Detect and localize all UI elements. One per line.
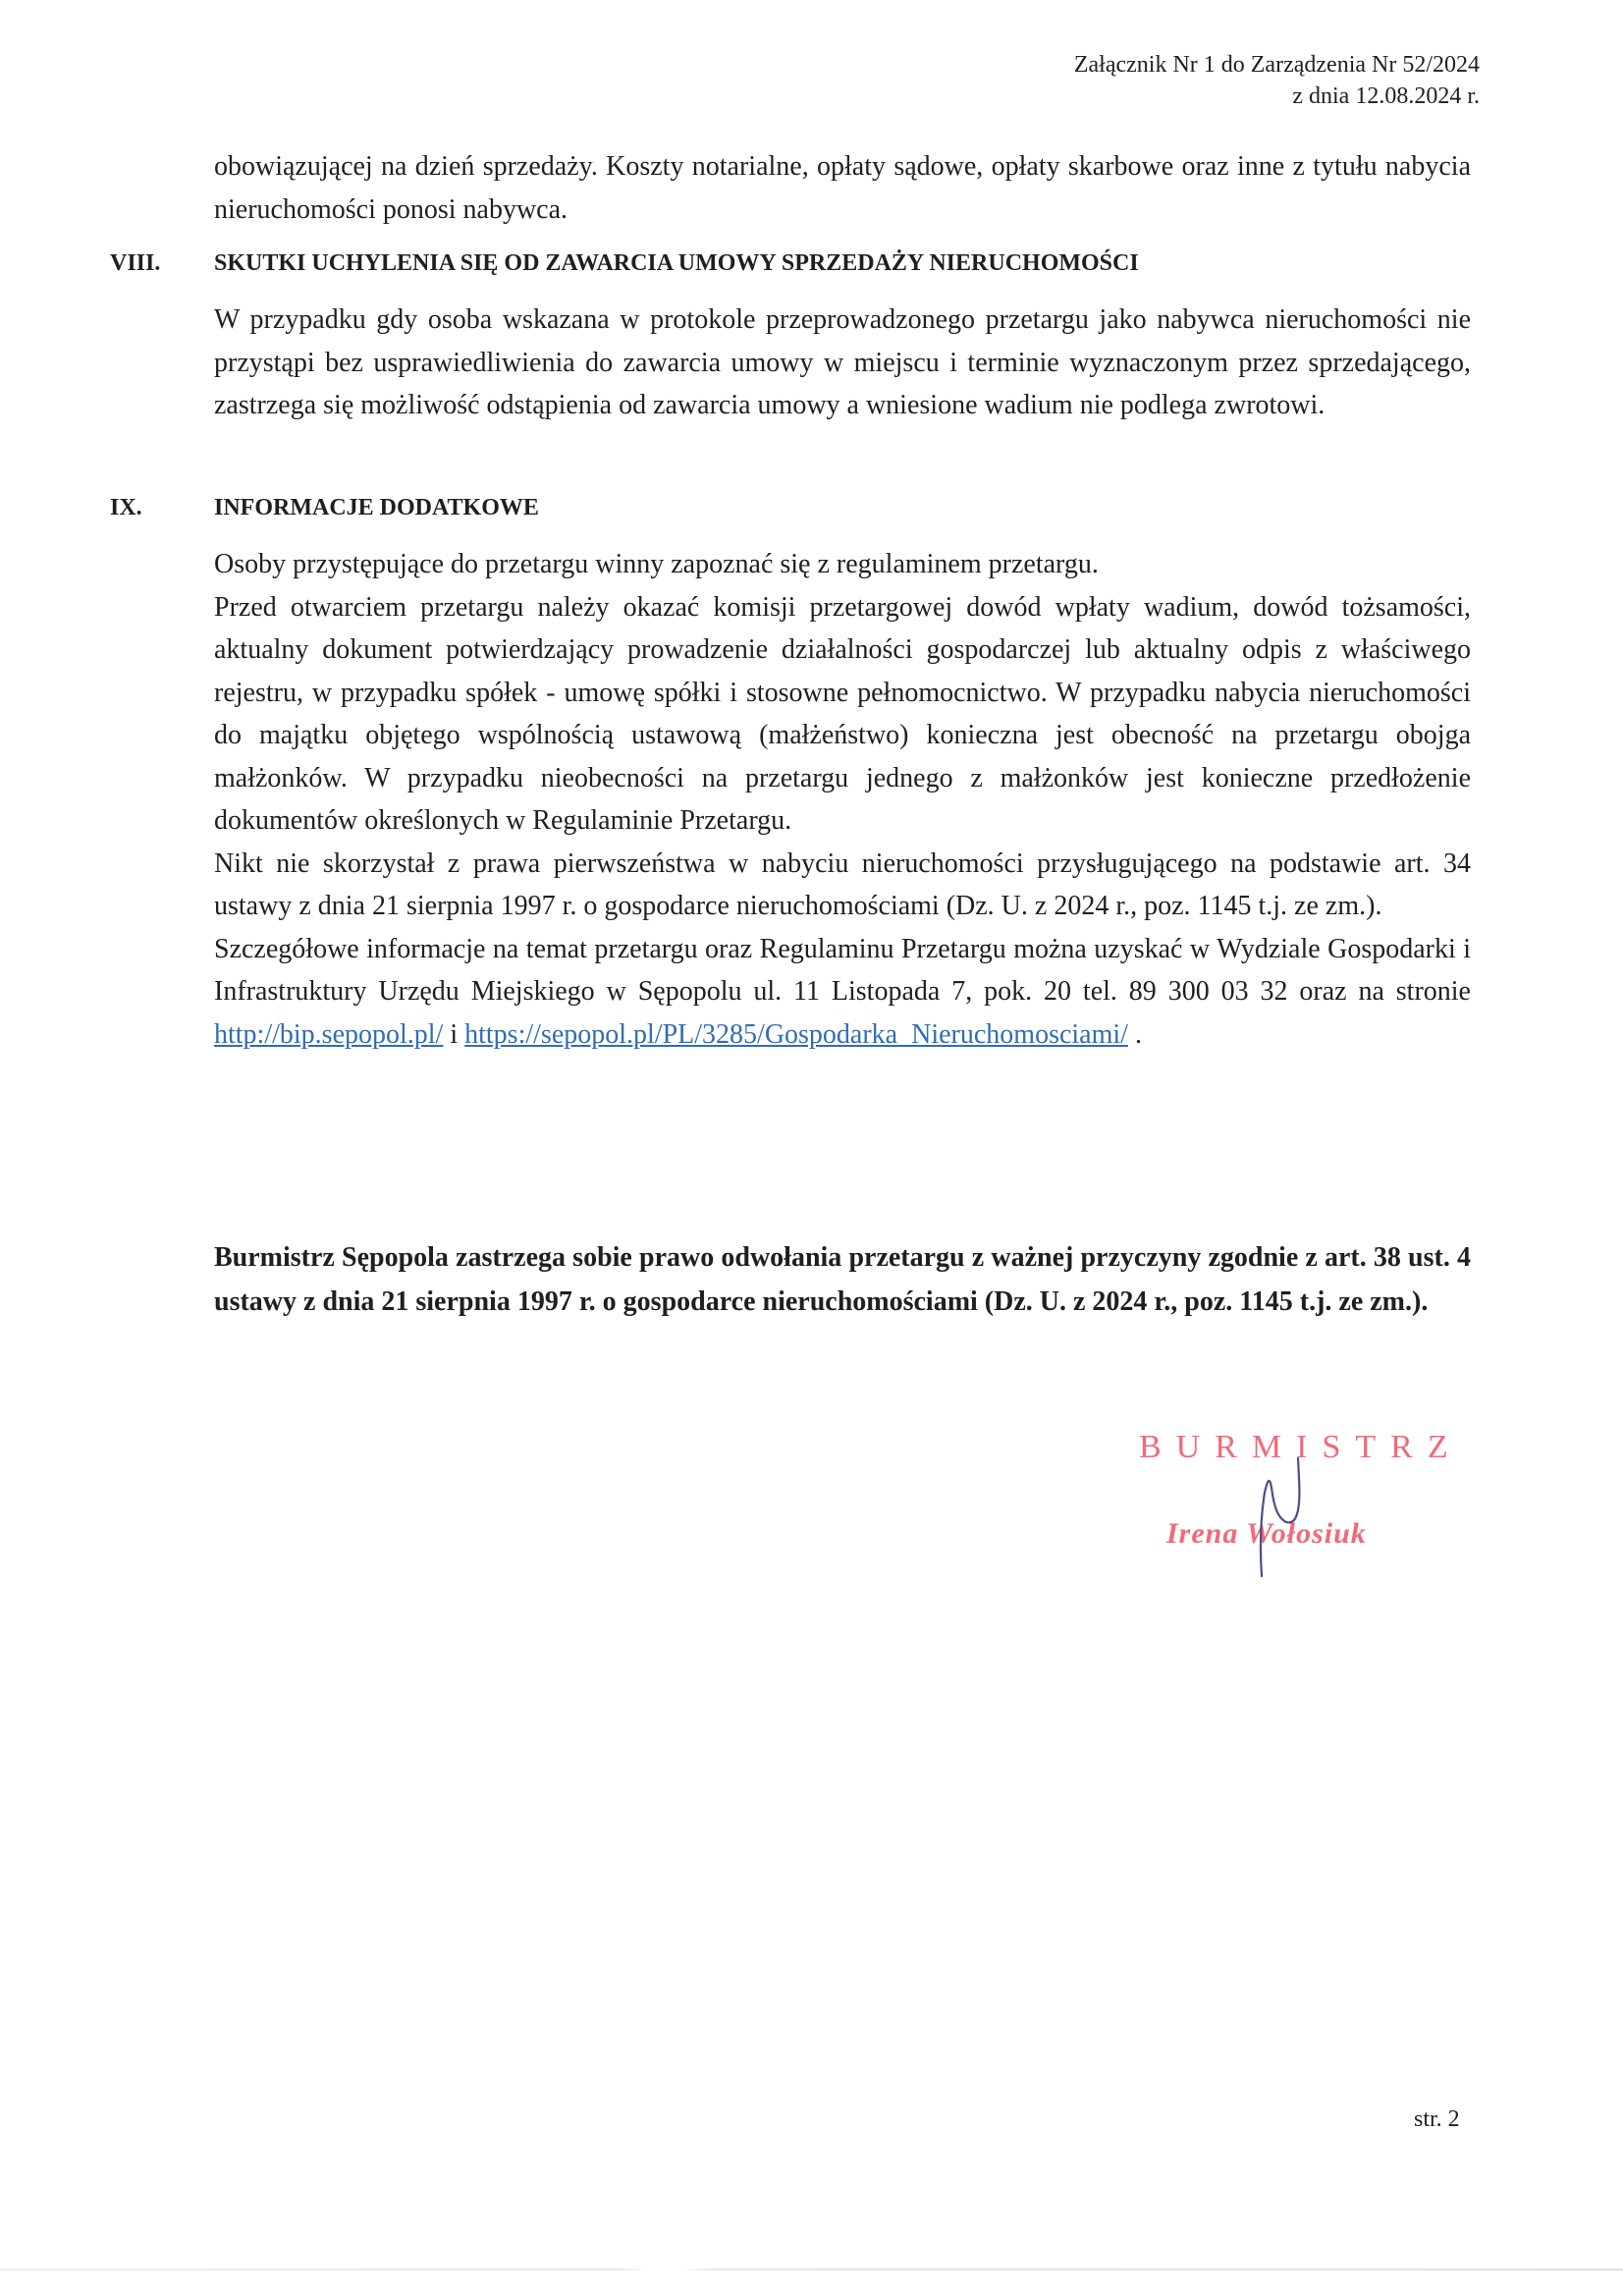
property-management-link[interactable]: https://sepopol.pl/PL/3285/Gospodarka_Nieruchomosciami/ xyxy=(464,1018,1128,1050)
continuation-text: obowiązującej na dzień sprzedaży. Koszty notarialne, opłaty sądowe, opłaty skarbowe oraz inne z tytułu nabycia nieruchomości ponosi nabywca. xyxy=(214,151,1471,225)
section-title: INFORMACJE DODATKOWE xyxy=(214,495,539,520)
section-number: IX. xyxy=(110,495,142,520)
section-title: SKUTKI UCHYLENIA SIĘ OD ZAWARCIA UMOWY SPRZEDAŻY NIERUCHOMOŚCI xyxy=(214,250,1139,276)
stamp-title: BURMISTRZ xyxy=(1139,1429,1463,1465)
section-heading-ix xyxy=(110,493,1475,522)
contact-text: Szczegółowe informacje na temat przetargu oraz Regulaminu Przetargu można uzyskać w Wydziale Gospodarki i Infrastruktury Urzędu Miejskiego w Sępopolu ul. 11 Listopada 7, pok. 20 tel. 89 300 03 32 oraz na stronie xyxy=(214,933,1471,1007)
closing-statement xyxy=(214,1235,1471,1324)
connector-text: i xyxy=(450,1018,459,1050)
attachment-date: z dnia 12.08.2024 r. xyxy=(1292,83,1480,109)
continuation-paragraph xyxy=(214,145,1471,231)
page-number: str. 2 xyxy=(1414,2106,1460,2132)
closing-statement-text: Burmistrz Sępopola zastrzega sobie prawo odwołania przetargu z ważnej przyczyny zgodnie z art. 38 ust. 4 ustawy z dnia 21 sierpnia 1997 r. o gospodarce nieruchomościami (Dz. U. z 2024 r., poz. 1145 t.j. ze zm.). xyxy=(214,1242,1471,1317)
trailing-period: . xyxy=(1134,1018,1142,1050)
handwritten-signature-icon xyxy=(1139,1429,1473,1596)
attachment-reference: Załącznik Nr 1 do Zarządzenia Nr 52/2024 xyxy=(1073,52,1480,78)
paragraph: W przypadku gdy osoba wskazana w protokole przeprowadzonego przetargu jako nabywca nieruchomości nie przystąpi bez usprawiedliwienia do zawarcia umowy w miejscu i terminie wyznaczonym przez sprzedającego, zastrzega się możliwość odstąpienia od zawarcia umowy a wniesione wadium nie podlega zwrotowi. xyxy=(214,304,1471,420)
section-ix-body xyxy=(214,543,1471,1056)
stamp-name: Irena Wołosiuk xyxy=(1166,1517,1367,1550)
section-heading-viii xyxy=(110,248,1475,278)
document-header xyxy=(1074,49,1480,112)
mayor-stamp xyxy=(1139,1429,1473,1596)
bip-link[interactable]: http://bip.sepopol.pl/ xyxy=(214,1018,444,1050)
contact-paragraph xyxy=(214,928,1471,1057)
paragraph: Nikt nie skorzystał z prawa pierwszeństwa w nabyciu nieruchomości przysługującego na podstawie art. 34 ustawy z dnia 21 sierpnia 1997 r. o gospodarce nieruchomościami (Dz. U. z 2024 r., poz. 1145 t.j. ze zm.). xyxy=(214,847,1471,921)
section-number: VIII. xyxy=(110,250,161,276)
section-viii-body xyxy=(214,299,1471,427)
paragraph: Przed otwarciem przetargu należy okazać komisji przetargowej dowód wpłaty wadium, dowód tożsamości, aktualny dokument potwierdzający prowadzenie działalności gospodarczej lub aktualny odpis z właściwego rejestru, w przypadku spółek - umowę spółki i stosowne pełnomocnictwo. W przypadku nabycia nieruchomości do majątku objętego wspólnością ustawową (małżeństwo) konieczna jest obecność na przetargu obojga małżonków. W przypadku nieobecności na przetargu jednego z małżonków jest konieczne przedłożenie dokumentów określonych w Regulaminie Przetargu. xyxy=(214,591,1471,836)
paragraph: Osoby przystępujące do przetargu winny zapoznać się z regulaminem przetargu. xyxy=(214,549,1099,579)
scan-edge-divider xyxy=(0,2269,1623,2270)
